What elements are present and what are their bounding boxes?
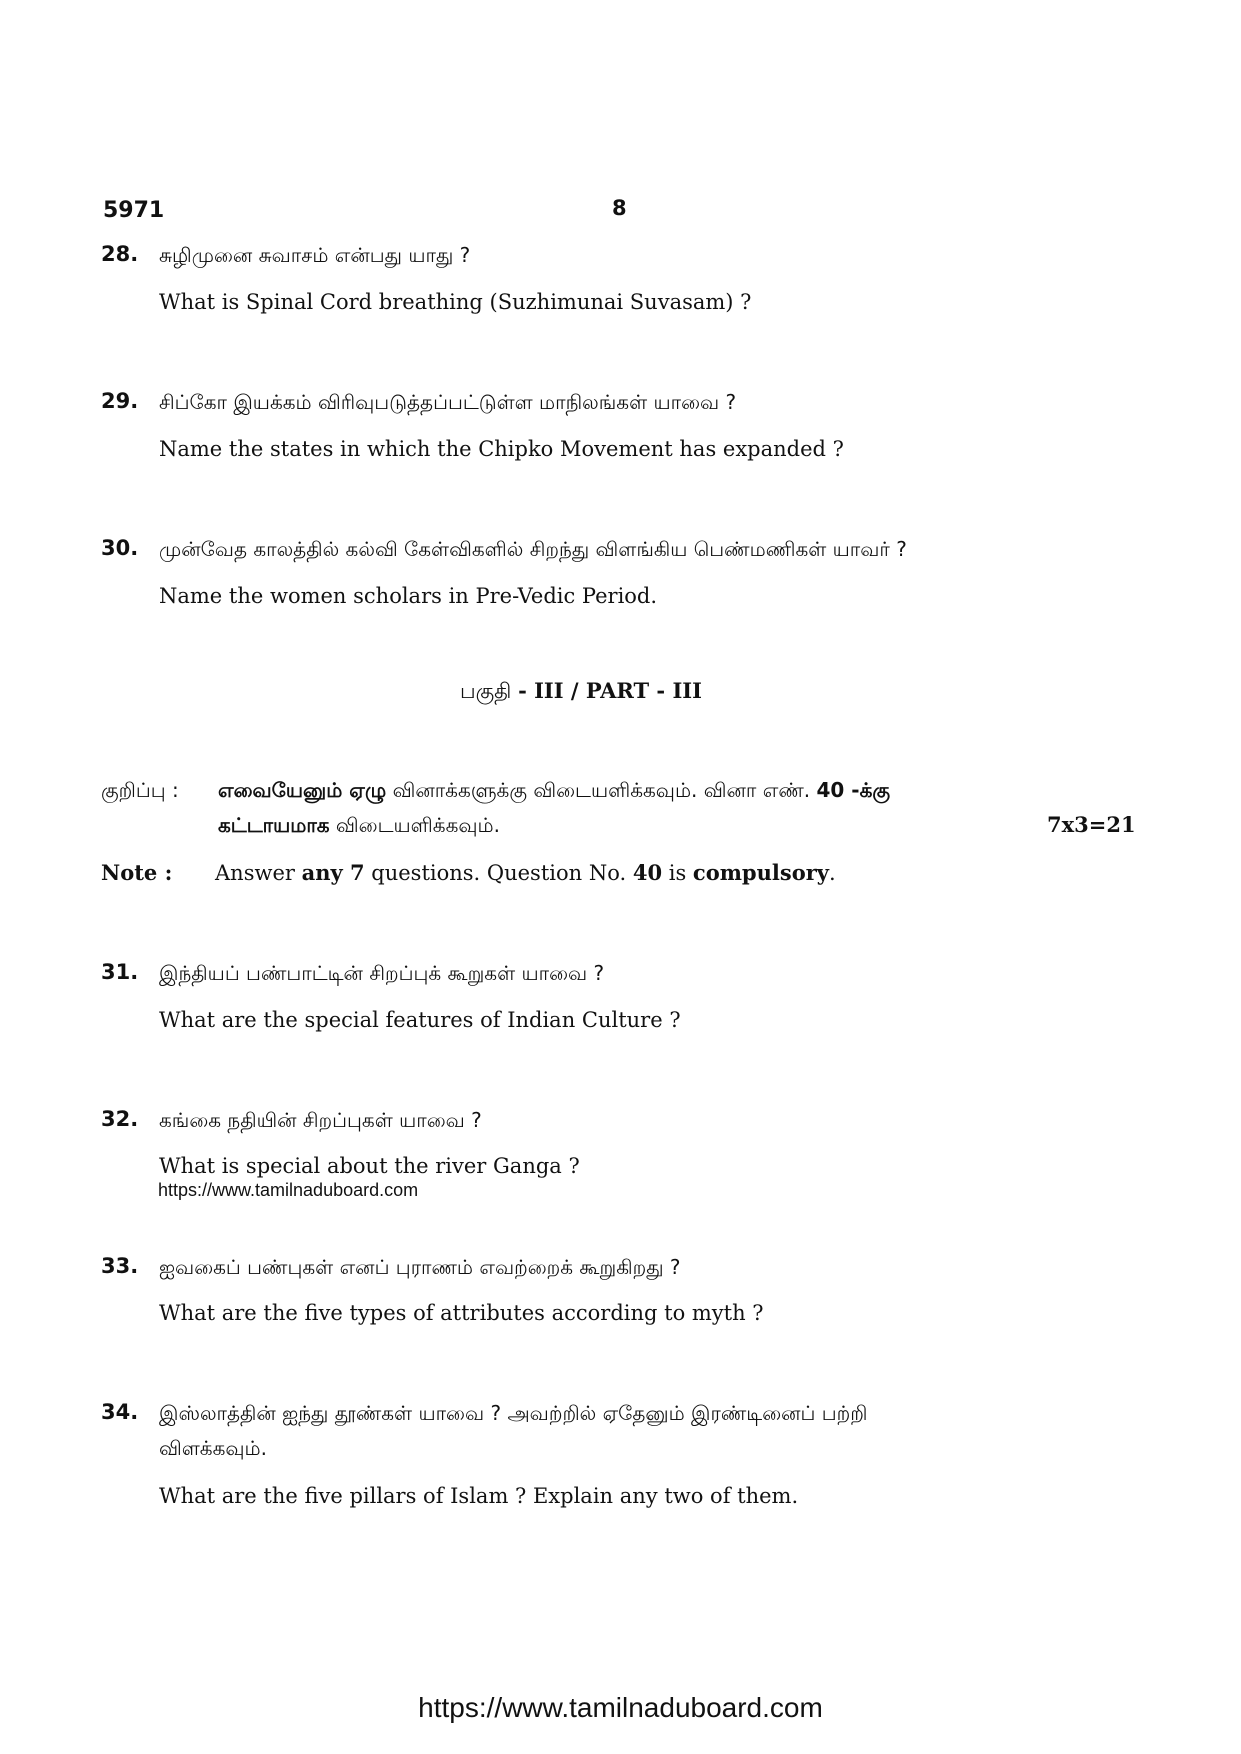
question-english: Name the women scholars in Pre-Vedic Period. [159,584,658,608]
question-number: 32. [101,1107,139,1131]
part-heading-tamil: பகுதி [460,679,512,703]
note-english-text: . [828,861,836,885]
question-tamil: இந்தியப் பண்பாட்டின் சிறப்புக் கூறுகள் யாவை ? [159,961,605,985]
question-number: 34. [101,1400,139,1424]
part-heading [460,678,702,706]
question-number: 29. [101,389,139,413]
note-english-qnum: 40 [632,860,663,885]
question-number: 31. [101,960,139,984]
note-english-text: is [662,861,693,885]
question-tamil: ஐவகைப் பண்புகள் எனப் புராணம் எவற்றைக் கூறுகிறது ? [159,1255,681,1279]
footer-url[interactable]: https://www.tamilnaduboard.com [418,1692,823,1723]
question-english: Name the states in which the Chipko Movement has expanded ? [159,437,844,461]
question-english: What are the five types of attributes according to myth ? [159,1301,764,1325]
watermark-url[interactable]: https://www.tamilnaduboard.com [158,1180,419,1200]
question-number: 30. [101,536,139,560]
question-tamil: சிப்கோ இயக்கம் விரிவுபடுத்தப்பட்டுள்ள மாநிலங்கள் யாவை ? [159,390,737,414]
question-tamil-continued: விளக்கவும். [159,1436,267,1460]
note-english [215,860,836,885]
page-number: 8 [612,196,627,220]
question-number: 28. [101,242,139,266]
note-tamil-text-2: விடையளிக்கவும். [329,813,500,837]
question-english: What is Spinal Cord breathing (Suzhimunai Suvasam) ? [159,290,752,314]
marks-allocation: 7x3=21 [1047,812,1136,837]
note-tamil-emphasis: எவையேனும் ஏழு [218,778,387,802]
question-tamil: முன்வேத காலத்தில் கல்வி கேள்விகளில் சிறந்து விளங்கிய பெண்மணிகள் யாவர் ? [159,537,907,561]
question-english: What are the special features of Indian Culture ? [159,1008,681,1032]
note-tamil-compulsory: கட்டாயமாக [218,813,330,837]
note-english-compulsory: compulsory [692,860,829,885]
question-english: What is special about the river Ganga ? [159,1154,580,1178]
note-tamil-line1 [218,778,890,805]
note-tamil-text: வினாக்களுக்கு விடையளிக்கவும். வினா எண். [386,778,817,802]
note-label-english: Note : [101,860,173,885]
note-tamil-line2 [218,813,500,840]
note-english-text: questions. Question No. [364,861,633,885]
note-label-tamil: குறிப்பு : [101,778,179,802]
question-tamil: சுழிமுனை சுவாசம் என்பது யாது ? [159,243,471,267]
note-english-emphasis: any 7 [301,860,365,885]
part-heading-roman: - III / PART - III [518,678,702,703]
question-tamil: இஸ்லாத்தின் ஐந்து தூண்கள் யாவை ? அவற்றில் ஏதேனும் இரண்டினைப் பற்றி [159,1401,868,1425]
question-number: 33. [101,1254,139,1278]
note-english-text: Answer [215,861,302,885]
question-tamil: கங்கை நதியின் சிறப்புகள் யாவை ? [159,1108,482,1132]
note-tamil-compulsory-number: 40 -க்கு [816,778,891,802]
paper-code: 5971 [103,198,165,223]
question-english: What are the five pillars of Islam ? Explain any two of them. [159,1484,799,1508]
